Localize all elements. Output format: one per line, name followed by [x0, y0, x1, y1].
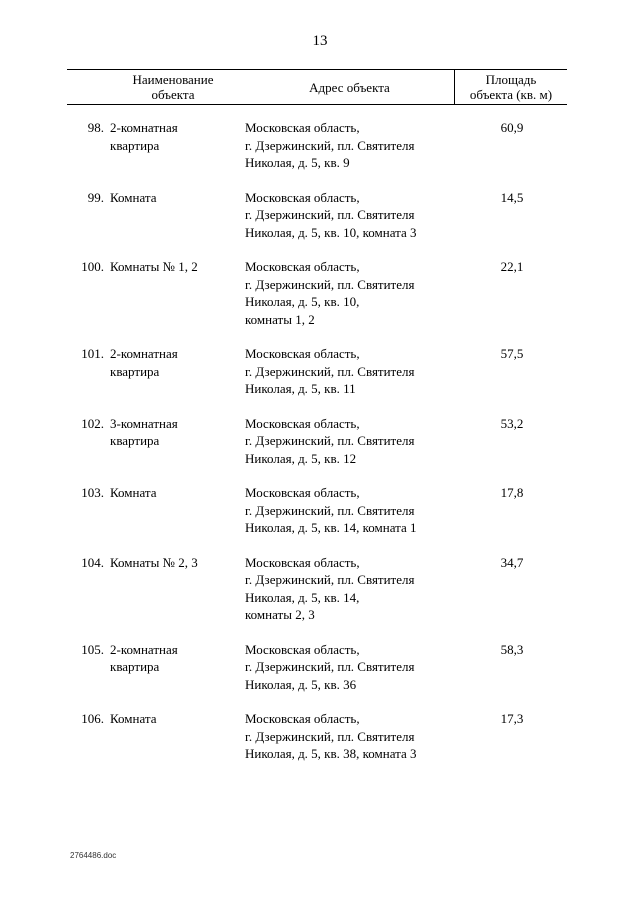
object-address-line: Московская область, — [245, 415, 360, 431]
object-name — [110, 345, 238, 380]
object-address-line: Московская область, — [245, 259, 360, 274]
object-address-line: Московская область, — [245, 485, 360, 500]
object-address-line: г. Дзержинский, пл. Святителя — [245, 137, 415, 153]
object-address-line: Московская область, — [245, 641, 360, 657]
object-area: 57,5 — [500, 346, 524, 361]
object-address-line: комнаты 1, 2 — [245, 311, 315, 327]
object-name — [110, 189, 238, 207]
object-address-line: г. Дзержинский, пл. Святителя — [245, 502, 415, 518]
row-number: 103. — [81, 485, 104, 500]
object-area: 17,8 — [500, 485, 524, 500]
object-address-line: Московская область, — [245, 120, 360, 135]
object-address-line: г. Дзержинский, пл. Святителя — [245, 433, 415, 448]
object-area: 58,3 — [500, 641, 524, 657]
object-address — [245, 710, 460, 763]
object-name-line: 2-комнатная — [110, 641, 178, 657]
object-address-line: г. Дзержинский, пл. Святителя — [245, 728, 415, 744]
header-address-line: Адрес объекта — [309, 79, 390, 95]
object-name — [110, 641, 238, 676]
object-area: 14,5 — [500, 189, 524, 205]
object-address-line: Николая, д. 5, кв. 14, — [245, 589, 360, 605]
header-name-line: объекта — [151, 87, 195, 102]
object-name-line: Комната — [110, 189, 157, 205]
object-address — [245, 641, 460, 694]
row-number: 106. — [81, 711, 104, 726]
object-area: 17,3 — [500, 711, 524, 726]
object-name-line: квартира — [110, 433, 160, 448]
row-number: 104. — [81, 554, 104, 570]
object-name-line: квартира — [110, 659, 160, 674]
object-name-line: 3-комнатная — [110, 415, 178, 431]
object-name-line: 2-комнатная — [110, 346, 178, 361]
object-area: 22,1 — [500, 259, 524, 274]
object-address-line: г. Дзержинский, пл. Святителя — [245, 363, 415, 379]
object-name — [110, 710, 238, 728]
object-address — [245, 189, 460, 242]
object-address-line: Николая, д. 5, кв. 10, комната 3 — [245, 224, 417, 240]
object-address-line: Николая, д. 5, кв. 36 — [245, 676, 357, 692]
object-area: 53,2 — [500, 415, 524, 431]
object-name-line: Комната — [110, 485, 157, 500]
object-address-line: Николая, д. 5, кв. 10, — [245, 294, 360, 309]
object-name-line: Комнаты № 1, 2 — [110, 259, 198, 274]
object-address-line: Николая, д. 5, кв. 11 — [245, 381, 356, 396]
object-address-line: г. Дзержинский, пл. Святителя — [245, 207, 415, 222]
object-name — [110, 554, 238, 572]
row-number: 105. — [81, 641, 104, 657]
object-address-line: г. Дзержинский, пл. Святителя — [245, 276, 415, 292]
row-number: 99. — [87, 189, 104, 205]
object-address-line: Московская область, — [245, 554, 360, 570]
object-address — [245, 415, 460, 468]
object-name-line: 2-комнатная — [110, 120, 178, 135]
object-address — [245, 119, 460, 172]
row-number: 102. — [81, 415, 104, 431]
page-number: 13 — [312, 33, 328, 49]
object-address-line: Николая, д. 5, кв. 9 — [245, 155, 350, 170]
table-header — [67, 69, 567, 105]
object-area: 34,7 — [500, 554, 524, 570]
object-address — [245, 484, 460, 537]
object-address-line: Московская область, — [245, 189, 360, 205]
object-name — [110, 484, 238, 502]
header-name-line: Наименование — [132, 72, 214, 87]
object-address — [245, 258, 460, 328]
object-address — [245, 345, 460, 398]
header-area — [455, 71, 567, 103]
header-address — [245, 71, 454, 103]
object-address-line: г. Дзержинский, пл. Святителя — [245, 572, 415, 587]
object-name-line: квартира — [110, 363, 160, 379]
header-area-line: Площадь — [485, 72, 537, 87]
object-address-line: г. Дзержинский, пл. Святителя — [245, 659, 415, 674]
object-area: 60,9 — [500, 120, 524, 135]
row-number: 98. — [87, 120, 104, 135]
object-name-line: квартира — [110, 137, 160, 153]
object-address-line: Московская область, — [245, 346, 360, 361]
footer-filename: 2764486.doc — [70, 851, 117, 860]
object-address-line: Николая, д. 5, кв. 38, комната 3 — [245, 746, 417, 761]
object-address-line: Московская область, — [245, 711, 360, 726]
row-number: 101. — [81, 346, 104, 361]
object-address-line: комнаты 2, 3 — [245, 607, 315, 622]
object-name-line: Комната — [110, 711, 157, 726]
object-address — [245, 554, 460, 624]
object-name — [110, 415, 238, 450]
header-area-line: объекта (кв. м) — [469, 87, 553, 102]
row-number: 100. — [81, 259, 104, 274]
object-name — [110, 258, 238, 276]
object-address-line: Николая, д. 5, кв. 14, комната 1 — [245, 520, 417, 535]
object-name — [110, 119, 238, 154]
object-name-line: Комнаты № 2, 3 — [110, 554, 198, 570]
object-address-line: Николая, д. 5, кв. 12 — [245, 450, 357, 466]
